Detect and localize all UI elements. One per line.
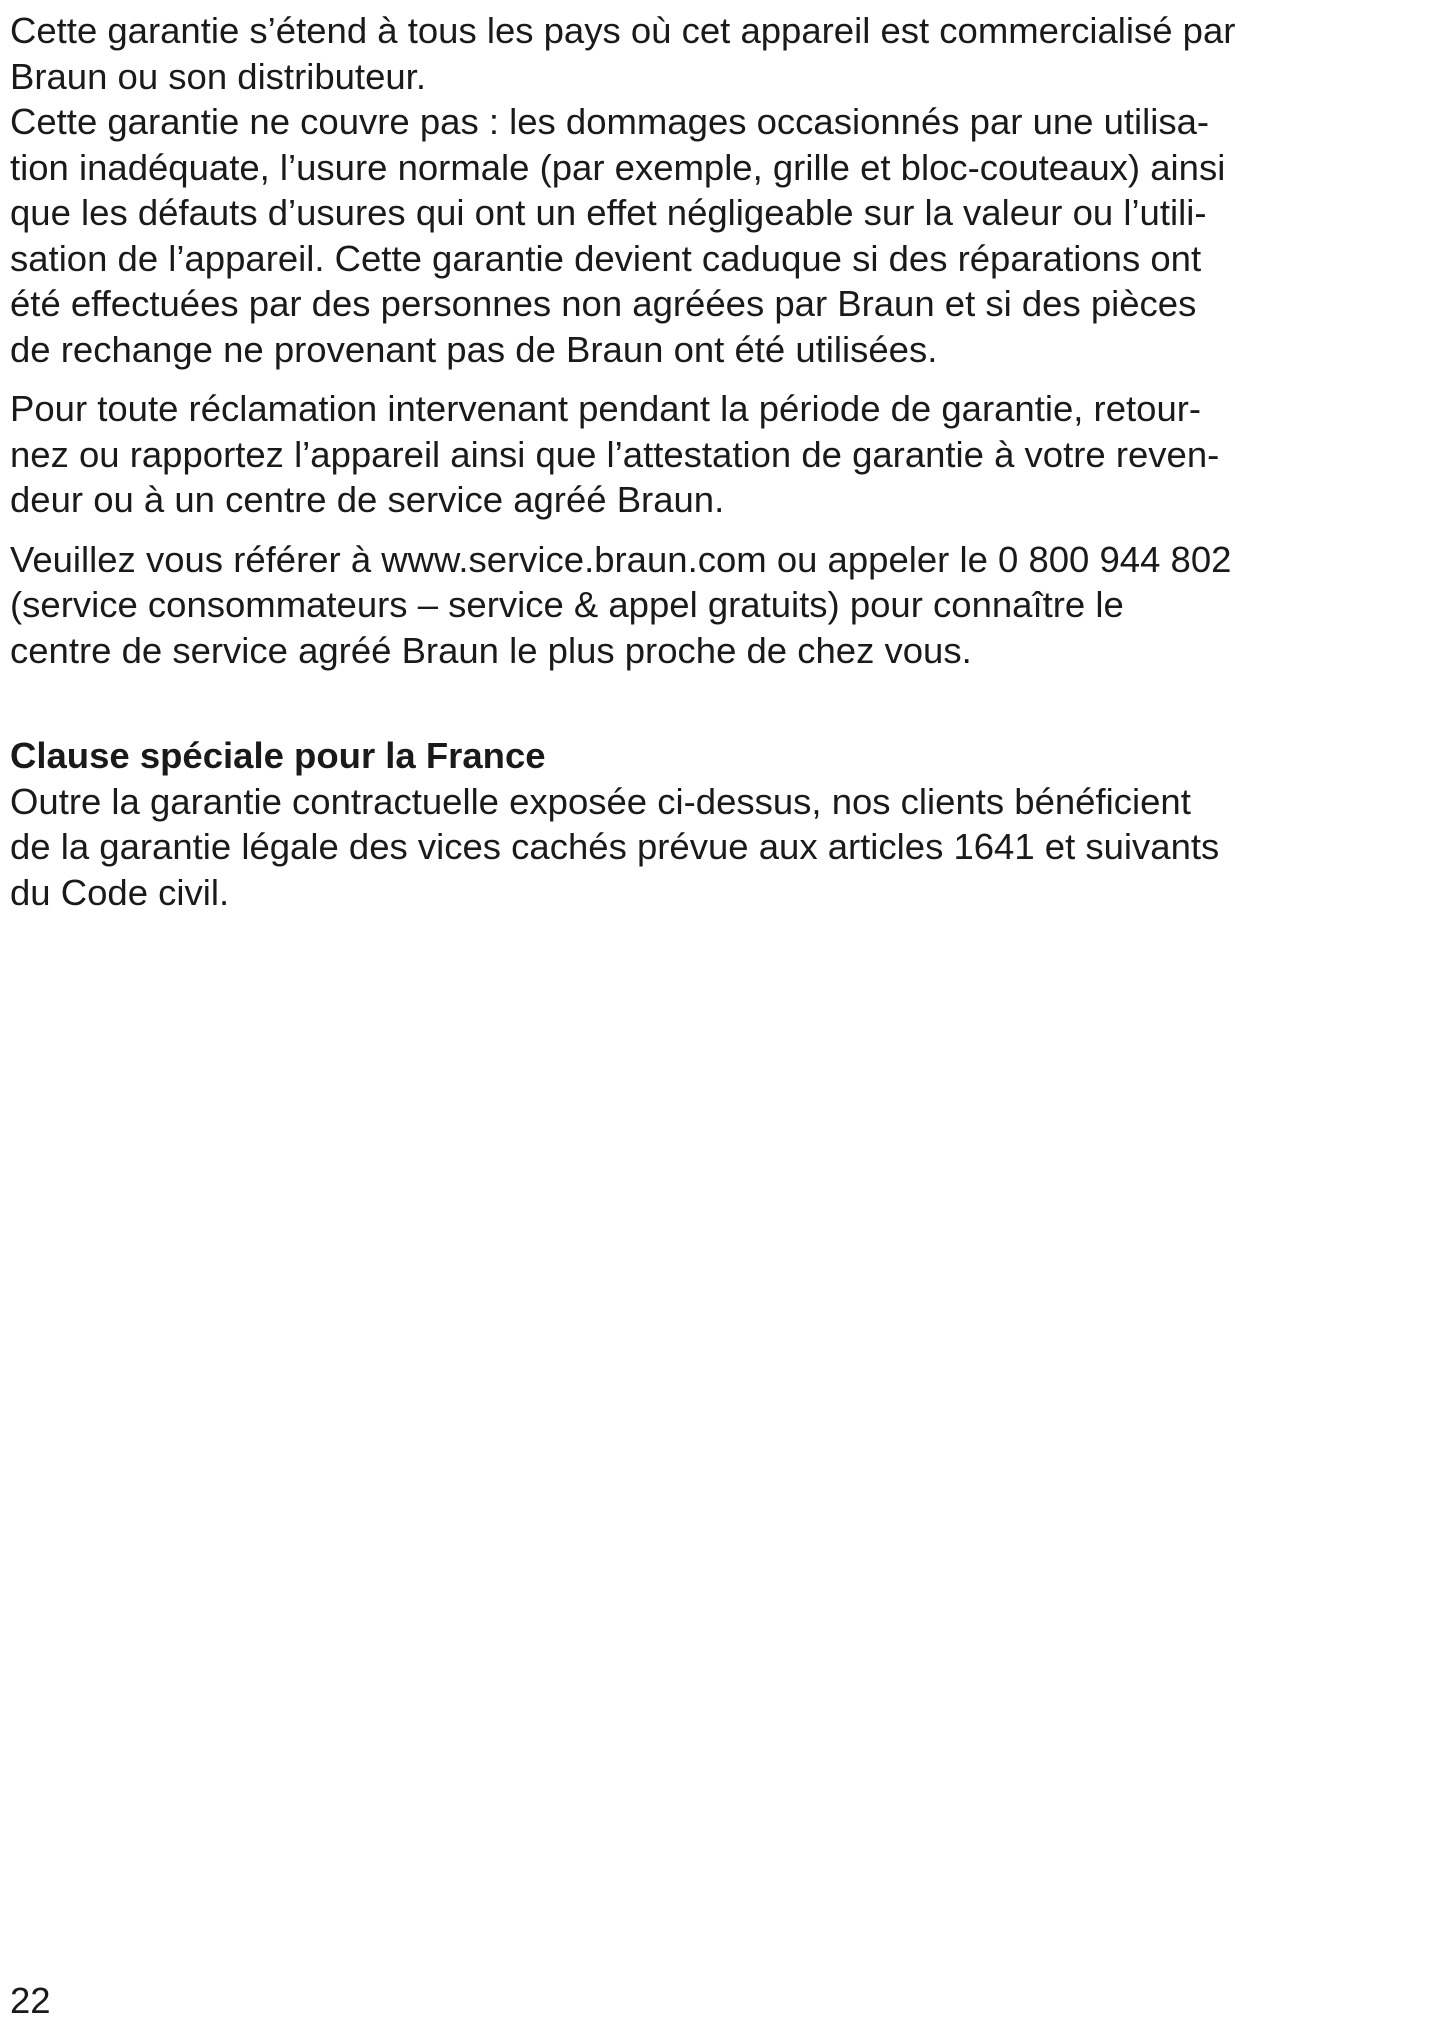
text-line: de rechange ne provenant pas de Braun ont été utilisées. [10,328,938,370]
claim-procedure-paragraph [10,386,1440,523]
text-line: Pour toute réclamation intervenant pendant la période de garantie, retour- [10,388,1202,429]
text-line: été effectuées par des personnes non agréées par Braun et si des pièces [10,283,1197,324]
text-line: Braun ou son distributeur. [10,55,426,97]
service-contact-paragraph [10,537,1440,674]
text-line: Cette garantie ne couvre pas : les dommages occasionnés par une utilisa- [10,101,1210,142]
text-line: deur ou à un centre de service agréé Braun. [10,479,725,520]
text-line: (service consommateurs – service & appel gratuits) pour connaître le [10,584,1124,625]
text-line: centre de service agréé Braun le plus proche de chez vous. [10,629,972,671]
text-line: Cette garantie s’étend à tous les pays où cet appareil est commercialisé par [10,10,1236,51]
section-heading: Clause spéciale pour la France [10,735,546,776]
text-line: Outre la garantie contractuelle exposée ci-dessus, nos clients bénéficient [10,780,1191,822]
text-line: tion inadéquate, l’usure normale (par exemple, grille et bloc-couteaux) ainsi [10,146,1226,188]
document-page [10,8,1440,915]
text-line: Veuillez vous référer à www.service.braun.com ou appeler le 0 800 944 802 [10,538,1232,580]
warranty-scope-paragraph [10,8,1440,372]
text-line: nez ou rapportez l’appareil ainsi que l’attestation de garantie à votre reven- [10,433,1220,475]
text-line: que les défauts d’usures qui ont un effet négligeable sur la valeur ou l’utili- [10,192,1207,233]
page-number: 22 [10,1980,51,2021]
text-line: du Code civil. [10,871,230,913]
text-line: de la garantie légale des vices cachés prévue aux articles 1641 et suivants [10,826,1220,867]
text-line: sation de l’appareil. Cette garantie devient caduque si des réparations ont [10,237,1202,279]
france-clause-section [10,733,1440,915]
